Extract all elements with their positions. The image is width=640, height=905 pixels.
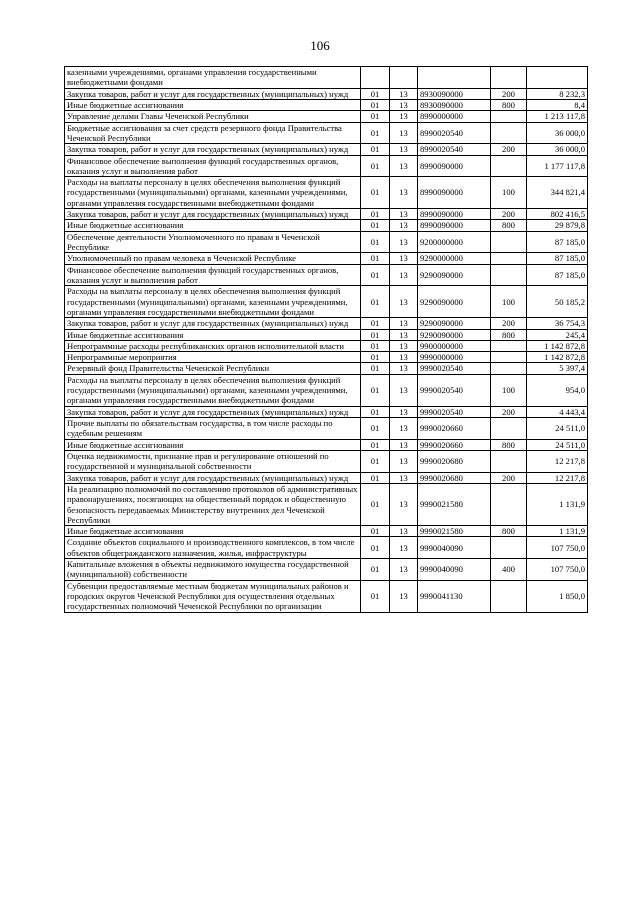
table-row [65,352,588,363]
row-amount: 87 185,0 [527,253,588,264]
row-name: Расходы на выплаты персоналу в целях обеспечения выполнения функций государственными (муниципальными) органами, казенными учреждениями, органами управления государственными внебюджетными фондами [65,177,361,209]
row-expense-type: 200 [491,472,527,483]
row-name: Закупка товаров, работ и услуг для государственных (муниципальных) нужд [65,472,361,483]
row-expense-type [491,418,527,440]
row-target-article: 9990021580 [418,483,491,525]
row-amount: 8,4 [527,99,588,110]
row-target-article: 8930090000 [418,88,491,99]
row-section: 01 [361,209,390,220]
table-row [65,177,588,209]
row-name: Прочие выплаты по обязательствам государства, в том числе расходы по судебным решениям [65,418,361,440]
row-expense-type: 100 [491,286,527,318]
row-section: 01 [361,144,390,155]
row-name: Непрограммные расходы республиканских органов исполнительной власти [65,340,361,351]
row-subsection: 13 [390,374,418,406]
table-row [65,580,588,612]
table-row [65,155,588,177]
row-target-article: 8990020540 [418,144,491,155]
table-row [65,88,588,99]
row-subsection: 13 [390,483,418,525]
row-expense-type [491,67,527,89]
row-name: На реализацию полномочий по составлению протоколов об административных правонарушениях, посягающих на общественный порядок и общественную безопасность передаваемых Министерству внутренних дел Чеченской Республики [65,483,361,525]
row-name: Иные бюджетные ассигнования [65,99,361,110]
row-amount: 1 177 117,8 [527,155,588,177]
row-subsection: 13 [390,177,418,209]
budget-table [64,66,588,613]
row-expense-type: 200 [491,144,527,155]
row-target-article: 9990021580 [418,526,491,537]
row-target-article [418,67,491,89]
row-section: 01 [361,220,390,231]
row-target-article: 8990090000 [418,177,491,209]
row-expense-type [491,253,527,264]
row-subsection [390,67,418,89]
row-expense-type: 800 [491,99,527,110]
row-amount: 107 750,0 [527,537,588,559]
row-expense-type [491,340,527,351]
row-section: 01 [361,483,390,525]
row-target-article: 8990090000 [418,220,491,231]
row-section: 01 [361,537,390,559]
row-target-article: 9990020660 [418,439,491,450]
row-section: 01 [361,318,390,329]
row-name: Управление делами Главы Чеченской Республики [65,111,361,122]
row-section: 01 [361,418,390,440]
row-section [361,67,390,89]
row-section: 01 [361,155,390,177]
row-expense-type [491,450,527,472]
table-row [65,329,588,340]
row-target-article: 8990090000 [418,155,491,177]
row-name: Иные бюджетные ассигнования [65,329,361,340]
row-name: Непрограммные мероприятия [65,352,361,363]
table-row [65,67,588,89]
table-row [65,559,588,581]
row-section: 01 [361,329,390,340]
row-name: Расходы на выплаты персоналу в целях обеспечения выполнения функций государственными (муниципальными) органами, казенными учреждениями, органами управления государственными внебюджетными фондами [65,286,361,318]
row-target-article: 9990000000 [418,352,491,363]
row-expense-type: 100 [491,374,527,406]
row-subsection: 13 [390,406,418,417]
row-subsection: 13 [390,220,418,231]
row-name: Оценка недвижимости, признание прав и регулирование отношений по государственной и муниципальной собственности [65,450,361,472]
row-name: Финансовое обеспечение выполнения функций государственных органов, оказания услуг и выполнения работ [65,155,361,177]
table-row [65,122,588,144]
row-subsection: 13 [390,526,418,537]
row-section: 01 [361,472,390,483]
row-amount: 24 511,0 [527,418,588,440]
row-amount: 36 754,3 [527,318,588,329]
table-row [65,537,588,559]
row-target-article: 9990020540 [418,363,491,374]
row-subsection: 13 [390,352,418,363]
row-name: Финансовое обеспечение выполнения функций государственных органов, оказания услуг и выполнения работ [65,264,361,286]
row-name: Закупка товаров, работ и услуг для государственных (муниципальных) нужд [65,88,361,99]
row-name: Закупка товаров, работ и услуг для государственных (муниципальных) нужд [65,406,361,417]
row-expense-type: 800 [491,526,527,537]
row-target-article: 9990020540 [418,406,491,417]
row-expense-type [491,122,527,144]
row-subsection: 13 [390,111,418,122]
row-section: 01 [361,374,390,406]
row-amount: 24 511,0 [527,439,588,450]
table-row [65,253,588,264]
row-target-article: 9900000000 [418,340,491,351]
row-expense-type: 800 [491,439,527,450]
row-section: 01 [361,122,390,144]
row-amount: 1 142 872,8 [527,352,588,363]
row-name: Иные бюджетные ассигнования [65,220,361,231]
row-amount: 36 000,0 [527,144,588,155]
row-expense-type [491,483,527,525]
row-expense-type [491,231,527,253]
row-subsection: 13 [390,363,418,374]
row-section: 01 [361,580,390,612]
table-row [65,450,588,472]
table-row [65,418,588,440]
table-row [65,526,588,537]
row-subsection: 13 [390,253,418,264]
row-amount: 87 185,0 [527,231,588,253]
row-name: казенными учреждениями, органами управления государственными внебюджетными фондами [65,67,361,89]
row-amount: 87 185,0 [527,264,588,286]
row-subsection: 13 [390,472,418,483]
row-amount: 29 879,8 [527,220,588,231]
row-section: 01 [361,88,390,99]
row-subsection: 13 [390,580,418,612]
row-target-article: 8990090000 [418,209,491,220]
row-section: 01 [361,352,390,363]
row-name: Иные бюджетные ассигнования [65,526,361,537]
row-expense-type: 200 [491,318,527,329]
row-subsection: 13 [390,450,418,472]
row-amount: 5 397,4 [527,363,588,374]
row-subsection: 13 [390,329,418,340]
row-expense-type: 100 [491,177,527,209]
row-subsection: 13 [390,559,418,581]
row-target-article: 9200000000 [418,231,491,253]
row-expense-type: 400 [491,559,527,581]
row-amount: 12 217,8 [527,450,588,472]
row-amount: 1 142 872,8 [527,340,588,351]
row-subsection: 13 [390,99,418,110]
row-amount: 8 232,3 [527,88,588,99]
row-name: Иные бюджетные ассигнования [65,439,361,450]
row-target-article: 9990040090 [418,559,491,581]
row-amount: 954,0 [527,374,588,406]
row-expense-type [491,352,527,363]
row-expense-type: 200 [491,209,527,220]
row-amount: 107 750,0 [527,559,588,581]
row-target-article: 9290090000 [418,286,491,318]
row-section: 01 [361,559,390,581]
row-name: Уполномоченный по правам человека в Чеченской Республике [65,253,361,264]
row-target-article: 8990000000 [418,111,491,122]
row-name: Закупка товаров, работ и услуг для государственных (муниципальных) нужд [65,209,361,220]
row-name: Создание объектов социального и производственного комплексов, в том числе объектов общегражданского назначения, жилья, инфраструктуры [65,537,361,559]
row-name: Закупка товаров, работ и услуг для государственных (муниципальных) нужд [65,318,361,329]
table-row [65,220,588,231]
row-target-article: 9290090000 [418,318,491,329]
row-section: 01 [361,286,390,318]
row-expense-type [491,363,527,374]
row-amount: 1 850,0 [527,580,588,612]
row-expense-type [491,264,527,286]
row-amount: 344 821,4 [527,177,588,209]
row-target-article: 8990020540 [418,122,491,144]
table-row [65,374,588,406]
table-row [65,340,588,351]
row-amount: 4 443,4 [527,406,588,417]
row-name: Расходы на выплаты персоналу в целях обеспечения выполнения функций государственными (муниципальными) органами, казенными учреждениями, органами управления государственными внебюджетными фондами [65,374,361,406]
row-target-article: 9290090000 [418,329,491,340]
row-expense-type [491,111,527,122]
row-target-article: 9990020540 [418,374,491,406]
row-expense-type: 200 [491,406,527,417]
row-section: 01 [361,526,390,537]
page-number: 106 [310,38,330,53]
table-row [65,264,588,286]
row-amount: 802 416,5 [527,209,588,220]
table-row [65,144,588,155]
row-subsection: 13 [390,209,418,220]
row-name: Обеспечение деятельности Уполномоченного по правам в Чеченской Республике [65,231,361,253]
row-subsection: 13 [390,144,418,155]
row-amount: 36 000,0 [527,122,588,144]
row-amount: 245,4 [527,329,588,340]
table-row [65,363,588,374]
row-amount [527,67,588,89]
row-target-article: 9290090000 [418,264,491,286]
row-section: 01 [361,177,390,209]
table-row [65,231,588,253]
row-target-article: 9990020680 [418,450,491,472]
row-subsection: 13 [390,318,418,329]
row-subsection: 13 [390,340,418,351]
row-name: Бюджетные ассигнования за счет средств резервного фонда Правительства Чеченской Республики [65,122,361,144]
row-subsection: 13 [390,264,418,286]
table-row [65,286,588,318]
row-section: 01 [361,340,390,351]
row-target-article: 9990041130 [418,580,491,612]
row-subsection: 13 [390,88,418,99]
table-row [65,483,588,525]
row-subsection: 13 [390,122,418,144]
row-target-article: 9990040090 [418,537,491,559]
row-section: 01 [361,231,390,253]
budget-table-body [65,67,588,613]
row-expense-type [491,155,527,177]
row-section: 01 [361,99,390,110]
row-expense-type: 200 [491,88,527,99]
row-subsection: 13 [390,286,418,318]
row-section: 01 [361,406,390,417]
row-amount: 1 131,9 [527,526,588,537]
row-name: Резервный фонд Правительства Чеченской Республики [65,363,361,374]
row-section: 01 [361,111,390,122]
table-row [65,111,588,122]
row-amount: 12 217,8 [527,472,588,483]
row-subsection: 13 [390,537,418,559]
row-expense-type [491,580,527,612]
row-name: Субвенции предоставляемые местным бюджетам муниципальных районов и городских округов Чеченской Республики для осуществления отдельных государственных полномочий Чеченской Республики по организации [65,580,361,612]
table-row [65,99,588,110]
row-section: 01 [361,450,390,472]
row-target-article: 9990020680 [418,472,491,483]
row-subsection: 13 [390,155,418,177]
row-amount: 1 131,9 [527,483,588,525]
table-row [65,209,588,220]
row-subsection: 13 [390,439,418,450]
row-subsection: 13 [390,418,418,440]
table-row [65,406,588,417]
row-name: Капитальные вложения в объекты недвижимого имущества государственной (муниципальной) собственности [65,559,361,581]
row-name: Закупка товаров, работ и услуг для государственных (муниципальных) нужд [65,144,361,155]
table-row [65,439,588,450]
row-section: 01 [361,363,390,374]
row-amount: 50 185,2 [527,286,588,318]
row-expense-type: 800 [491,220,527,231]
row-section: 01 [361,253,390,264]
row-section: 01 [361,439,390,450]
table-row [65,472,588,483]
row-section: 01 [361,264,390,286]
row-subsection: 13 [390,231,418,253]
row-target-article: 9290000000 [418,253,491,264]
row-expense-type [491,537,527,559]
table-row [65,318,588,329]
row-expense-type: 800 [491,329,527,340]
row-target-article: 8930090000 [418,99,491,110]
row-amount: 1 213 117,8 [527,111,588,122]
row-target-article: 9990020660 [418,418,491,440]
